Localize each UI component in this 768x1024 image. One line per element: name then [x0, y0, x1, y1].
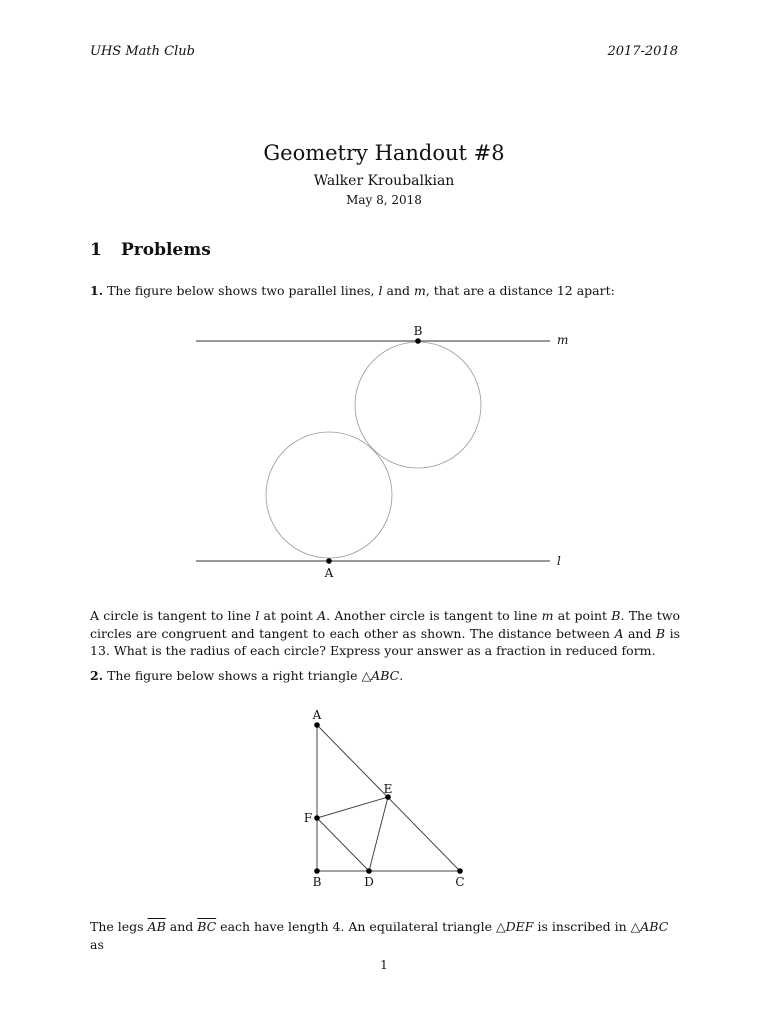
document-date: May 8, 2018	[346, 193, 422, 207]
text-run: is 13. What is the radius of each circle? Express your answer as a fraction in reduced form.	[90, 625, 680, 658]
point-a-label: A	[312, 708, 322, 722]
math-var: A	[614, 625, 624, 641]
text-run: is inscribed in	[533, 919, 631, 934]
point-b-label: B	[413, 324, 423, 338]
triangle-def	[317, 797, 388, 871]
point-a-dot	[314, 722, 320, 728]
math-var: l	[255, 608, 260, 623]
section-title: Problems	[121, 240, 211, 260]
problem-1-number: 1.	[90, 283, 104, 298]
line-l-label: l	[557, 554, 561, 568]
text-run: each have length 4. An equilateral triangle	[216, 919, 497, 934]
point-f-dot	[314, 815, 320, 821]
text-run: The figure below shows two parallel lines,	[107, 283, 379, 298]
point-d-label: D	[364, 875, 374, 889]
segment-ab: $\overline{AB}$	[147, 919, 166, 934]
text-run: and	[165, 919, 198, 934]
text-run: . The two circles are congruent and tangent to each other as shown. The distance between	[90, 608, 680, 641]
document-title: Geometry Handout #8	[263, 141, 505, 165]
point-c-dot	[457, 868, 463, 874]
page-number: 1	[380, 958, 388, 972]
math-var: A	[317, 608, 327, 623]
running-header-left: UHS Math Club	[90, 44, 195, 59]
math-var: B	[611, 608, 621, 623]
point-e-label: E	[383, 782, 393, 796]
point-c-label: C	[455, 875, 465, 889]
text-run: at point	[553, 608, 612, 623]
point-a-label: A	[324, 566, 334, 580]
text-run: as	[90, 936, 104, 952]
math-var: l	[378, 283, 383, 298]
text-run: and	[623, 625, 656, 641]
text-run: . Another circle is tangent to line	[326, 608, 542, 623]
point-f-label: F	[303, 811, 313, 825]
text-run: The figure below shows a right triangle	[107, 668, 362, 683]
section-number: 1	[90, 240, 102, 260]
math-var: △DEF	[496, 919, 534, 934]
text-run: , that are a distance 12 apart:	[425, 283, 615, 298]
problem-2-text	[90, 918, 680, 953]
text-run: .	[399, 668, 404, 683]
segment-bc: $\overline{BC}$	[197, 919, 217, 934]
point-b-label: B	[312, 875, 322, 889]
text-run: A circle is tangent to line	[90, 608, 256, 623]
math-var: B	[655, 625, 666, 641]
point-d-dot	[366, 868, 372, 874]
text-run: and	[382, 283, 414, 298]
text-run: at point	[259, 608, 318, 623]
problem-2-number: 2.	[90, 668, 104, 683]
author-name: Walker Kroubalkian	[313, 173, 455, 189]
math-var: m	[413, 283, 426, 298]
math-var: △ABC	[361, 668, 400, 683]
math-var: m	[541, 608, 554, 623]
line-m-label: m	[557, 333, 569, 347]
running-header-right: 2017-2018	[607, 44, 678, 59]
point-b-dot	[314, 868, 320, 874]
text-run: The legs	[90, 919, 148, 934]
math-var: △ABC	[630, 919, 669, 934]
